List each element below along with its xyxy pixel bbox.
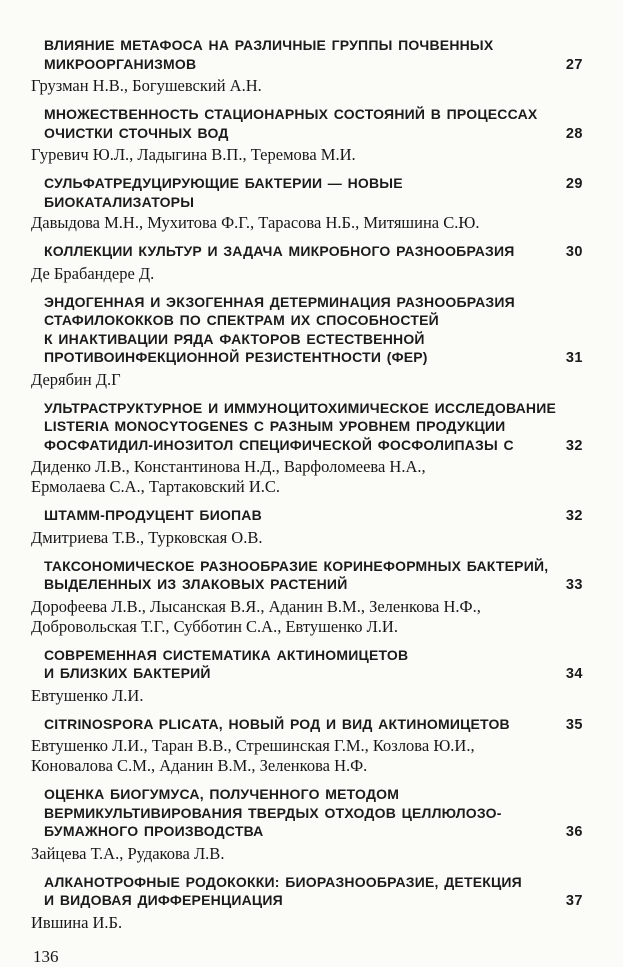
entry-authors: [31, 844, 583, 864]
title-line: [44, 804, 583, 823]
title-text: КОЛЛЕКЦИИ КУЛЬТУР И ЗАДАЧА МИКРОБНОГО РАЗНООБРАЗИЯ: [44, 243, 515, 259]
title-text: ШТАММ-ПРОДУЦЕНТ БИОПАВ: [44, 507, 262, 523]
entry-authors: [31, 370, 583, 390]
title-line: [44, 293, 583, 312]
entry-authors: [31, 528, 583, 548]
toc-entry: [31, 785, 583, 864]
toc-entry: [31, 873, 583, 933]
title-line: [44, 557, 583, 576]
title-line: [44, 664, 583, 684]
title-text: LISTERIA MONOCYTOGENES С РАЗНЫМ УРОВНЕМ ПРОДУКЦИИ: [44, 418, 506, 434]
title-text: ОЧИСТКИ СТОЧНЫХ ВОД: [44, 124, 229, 141]
page-number: 32: [565, 437, 583, 454]
entry-title: [31, 293, 583, 368]
title-text: ТАКСОНОМИЧЕСКОЕ РАЗНООБРАЗИЕ КОРИНЕФОРМНЫХ БАКТЕРИЙ,: [44, 557, 549, 574]
page-number: 29: [565, 176, 583, 192]
title-text: ЭНДОГЕННАЯ И ЭКЗОГЕННАЯ ДЕТЕРМИНАЦИЯ РАЗНООБРАЗИЯ: [44, 293, 515, 310]
page-number: 35: [565, 716, 583, 733]
title-line: [44, 311, 583, 330]
author-line: Дерябин Д.Г: [31, 369, 121, 389]
author-line: Евтушенко Л.И., Таран В.В., Стрешинская Г.М., Козлова Ю.И.,: [31, 736, 475, 755]
entry-title: [31, 873, 583, 911]
entry-title: [31, 174, 583, 211]
page-number: 32: [565, 508, 583, 524]
title-line: [44, 646, 583, 665]
title-text: И БЛИЗКИХ БАКТЕРИЙ: [44, 665, 211, 681]
author-line: Гуревич Ю.Л., Ладыгина В.П., Теремова М.И.: [31, 145, 356, 164]
toc-entry: [31, 399, 583, 498]
title-line: [44, 417, 583, 436]
toc-entry: [31, 293, 583, 390]
entry-authors: [31, 457, 583, 497]
author-line: Евтушенко Л.И.: [31, 685, 144, 705]
toc-page: [31, 36, 583, 967]
title-line: [44, 785, 583, 804]
entry-authors: [31, 597, 583, 637]
page-number: 36: [565, 824, 583, 840]
title-line: [44, 242, 583, 262]
entry-title: [31, 785, 583, 842]
entry-authors: [31, 145, 583, 165]
entry-title: [31, 399, 583, 456]
title-text: ВЕРМИКУЛЬТИВИРОВАНИЯ ТВЕРДЫХ ОТХОДОВ ЦЕЛЛЮЛОЗО-: [44, 804, 502, 821]
toc-entry: [31, 557, 583, 637]
title-line: [44, 891, 583, 911]
page-number: 31: [565, 350, 583, 366]
title-text: К ИНАКТИВАЦИИ РЯДА ФАКТОРОВ ЕСТЕСТВЕННОЙ: [44, 330, 425, 347]
title-line: [44, 399, 583, 418]
title-text: СТАФИЛОКОККОВ ПО СПЕКТРАМ ИХ СПОСОБНОСТЕЙ: [44, 312, 439, 328]
entry-authors: [31, 213, 583, 233]
toc-entry: [31, 715, 583, 777]
author-line: Добровольская Т.Г., Субботин С.А., Евтушенко Л.И.: [31, 616, 398, 636]
title-text: СУЛЬФАТРЕДУЦИРУЮЩИЕ БАКТЕРИИ — НОВЫЕ БИОКАТАЛИЗАТОРЫ: [44, 175, 403, 210]
entry-title: [31, 105, 583, 143]
author-line: Дмитриева Т.В., Турковская О.В.: [31, 527, 263, 547]
entry-title: [31, 646, 583, 684]
title-text: АЛКАНОТРОФНЫЕ РОДОКОККИ: БИОРАЗНООБРАЗИЕ, ДЕТЕКЦИЯ: [44, 873, 522, 890]
page-number: 28: [565, 125, 583, 142]
title-text: ПРОТИВОИНФЕКЦИОННОЙ РЕЗИСТЕНТНОСТИ (ФЕР): [44, 349, 428, 365]
page-number: 30: [565, 244, 583, 260]
title-text: СОВРЕМЕННАЯ СИСТЕМАТИКА АКТИНОМИЦЕТОВ: [44, 646, 409, 663]
author-line: Ермолаева С.А., Тартаковский И.С.: [31, 477, 281, 496]
author-line: Де Брабандере Д.: [31, 263, 155, 283]
title-line: [44, 348, 583, 368]
author-line: Коновалова С.М., Аданин В.М., Зеленкова Н.Ф.: [31, 756, 368, 775]
toc-entry: [31, 506, 583, 548]
author-line: Диденко Л.В., Константинова Н.Д., Варфоломеева Н.А.,: [31, 457, 426, 476]
title-line: [44, 330, 583, 349]
title-text: УЛЬТРАСТРУКТУРНОЕ И ИММУНОЦИТОХИМИЧЕСКОЕ ИССЛЕДОВАНИЕ: [44, 399, 557, 416]
author-line: Дорофеева Л.В., Лысанская В.Я., Аданин В.М., Зеленкова Н.Ф.,: [31, 596, 481, 616]
title-text: ВЛИЯНИЕ МЕТАФОСА НА РАЗЛИЧНЫЕ ГРУППЫ ПОЧВЕННЫХ: [44, 37, 494, 53]
entry-title: [31, 557, 583, 595]
title-line: [44, 873, 583, 892]
toc-entry: [31, 36, 583, 96]
toc-entry: [31, 646, 583, 706]
entry-authors: [31, 913, 583, 933]
entry-title: [31, 36, 583, 74]
title-line: [44, 36, 583, 55]
title-text: ОЦЕНКА БИОГУМУСА, ПОЛУЧЕННОГО МЕТОДОМ: [44, 786, 400, 802]
title-text: МНОЖЕСТВЕННОСТЬ СТАЦИОНАРНЫХ СОСТОЯНИЙ В ПРОЦЕССАХ: [44, 106, 538, 122]
entry-authors: [31, 736, 583, 776]
page-number: 34: [565, 666, 583, 682]
toc-entry: [31, 242, 583, 284]
title-line: [44, 105, 583, 124]
entry-authors: [31, 264, 583, 284]
title-line: [44, 436, 583, 456]
page-number: 37: [565, 893, 583, 909]
toc-entry: [31, 174, 583, 233]
author-line: Ившина И.Б.: [31, 912, 123, 932]
title-text: ФОСФАТИДИЛ-ИНОЗИТОЛ СПЕЦИФИЧЕСКОЙ ФОСФОЛИПАЗЫ С: [44, 436, 514, 453]
entry-authors: [31, 686, 583, 706]
page-number: 33: [565, 577, 583, 593]
entry-title: [31, 506, 583, 526]
title-text: ВЫДЕЛЕННЫХ ИЗ ЗЛАКОВЫХ РАСТЕНИЙ: [44, 576, 348, 592]
title-line: [44, 55, 583, 75]
entry-title: [31, 715, 583, 735]
title-text: МИКРООРГАНИЗМОВ: [44, 55, 197, 72]
title-line: [44, 575, 583, 595]
entry-title: [31, 242, 583, 262]
author-line: Грузман Н.В., Богушевский А.Н.: [31, 76, 262, 95]
title-line: [44, 715, 583, 735]
title-text: БУМАЖНОГО ПРОИЗВОДСТВА: [44, 823, 264, 839]
title-line: [44, 174, 583, 211]
title-line: [44, 124, 583, 144]
author-line: Зайцева Т.А., Рудакова Л.В.: [31, 843, 225, 863]
folio-page-number: 136: [33, 946, 59, 966]
title-text: CITRINOSPORA PLICATA, НОВЫЙ РОД И ВИД АКТИНОМИЦЕТОВ: [44, 715, 510, 732]
page-number: 27: [565, 56, 583, 73]
toc-entry: [31, 105, 583, 165]
author-line: Давыдова М.Н., Мухитова Ф.Г., Тарасова Н.Б., Митяшина С.Ю.: [31, 213, 480, 232]
title-line: [44, 506, 583, 526]
title-text: И ВИДОВАЯ ДИФФЕРЕНЦИАЦИЯ: [44, 892, 283, 908]
entry-authors: [31, 76, 583, 96]
title-line: [44, 822, 583, 842]
